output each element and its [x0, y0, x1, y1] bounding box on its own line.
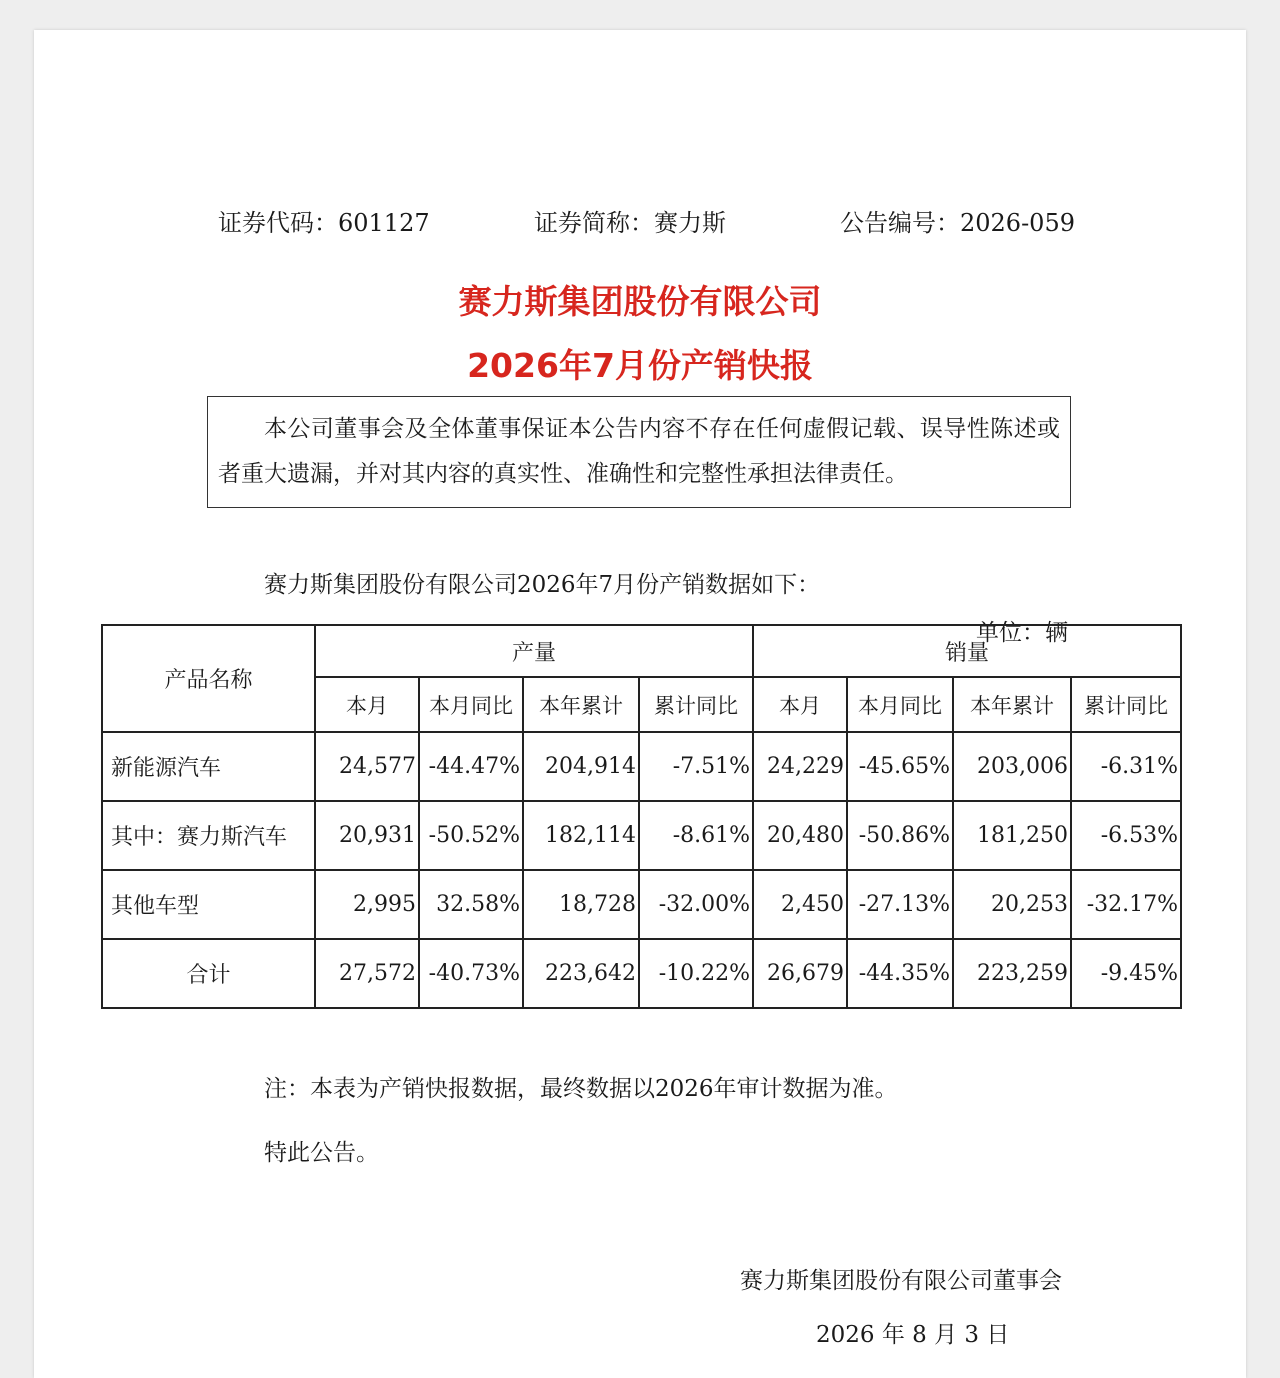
column-header: 本年累计 [523, 677, 639, 732]
table-cell: -6.53% [1071, 801, 1181, 870]
column-header: 本月同比 [847, 677, 953, 732]
report-title: 2026年7月份产销快报 [467, 346, 813, 385]
column-header: 本月 [753, 677, 847, 732]
table-cell: -6.31% [1071, 732, 1181, 801]
table-cell: -40.73% [419, 939, 523, 1008]
signer: 赛力斯集团股份有限公司董事会 [740, 1268, 1062, 1294]
column-header: 本月 [315, 677, 419, 732]
table-cell: -50.86% [847, 801, 953, 870]
table-cell: -44.47% [419, 732, 523, 801]
sales-header: 销量 [753, 625, 1181, 677]
table-cell: -45.65% [847, 732, 953, 801]
security-code: 证券代码：601127 [218, 209, 430, 237]
row-name: 其中：赛力斯汽车 [102, 801, 315, 870]
table-cell: -8.61% [639, 801, 753, 870]
table-row [102, 870, 1181, 939]
company-title: 赛力斯集团股份有限公司 [458, 282, 822, 321]
table-cell: 27,572 [315, 939, 419, 1008]
table-cell: 223,642 [523, 939, 639, 1008]
column-header: 累计同比 [639, 677, 753, 732]
table-cell: 32.58% [419, 870, 523, 939]
column-header: 累计同比 [1071, 677, 1181, 732]
table-cell: 182,114 [523, 801, 639, 870]
table-cell: 2,995 [315, 870, 419, 939]
table-cell: -10.22% [639, 939, 753, 1008]
table-cell: 203,006 [953, 732, 1071, 801]
disclaimer-text: 本公司董事会及全体董事保证本公告内容不存在任何虚假记载、误导性陈述或者重大遗漏，并对其内容的真实性、准确性和完整性承担法律责任。 [218, 416, 1060, 487]
table-cell: -32.00% [639, 870, 753, 939]
closing-text: 特此公告。 [264, 1140, 379, 1166]
row-name: 其他车型 [102, 870, 315, 939]
product-name-header: 产品名称 [102, 625, 315, 732]
table-cell: 18,728 [523, 870, 639, 939]
unit-label: 单位：辆 [976, 620, 1068, 646]
table-cell: 181,250 [953, 801, 1071, 870]
document-page [34, 30, 1246, 1378]
table-cell: 20,253 [953, 870, 1071, 939]
table-cell: -50.52% [419, 801, 523, 870]
announcement-number: 公告编号：2026-059 [840, 209, 1075, 237]
table-row [102, 801, 1181, 870]
table-cell: -32.17% [1071, 870, 1181, 939]
disclaimer-box [207, 396, 1071, 508]
table-cell: 204,914 [523, 732, 639, 801]
table-cell: 24,229 [753, 732, 847, 801]
table-cell: 223,259 [953, 939, 1071, 1008]
intro-text: 赛力斯集团股份有限公司2026年7月份产销数据如下： [264, 572, 821, 598]
column-header: 本月同比 [419, 677, 523, 732]
table-cell: -44.35% [847, 939, 953, 1008]
security-abbreviation: 证券简称：赛力斯 [534, 209, 726, 237]
table-cell: 2,450 [753, 870, 847, 939]
table-row [102, 732, 1181, 801]
production-header: 产量 [315, 625, 753, 677]
table-row-total [102, 939, 1181, 1008]
row-name: 新能源汽车 [102, 732, 315, 801]
footnote: 注：本表为产销快报数据，最终数据以2026年审计数据为准。 [264, 1076, 898, 1102]
table-cell: -27.13% [847, 870, 953, 939]
row-name: 合计 [102, 939, 315, 1008]
table-cell: 20,931 [315, 801, 419, 870]
table-cell: 26,679 [753, 939, 847, 1008]
production-sales-table [101, 624, 1182, 1009]
table-cell: -7.51% [639, 732, 753, 801]
table-cell: 20,480 [753, 801, 847, 870]
table-cell: -9.45% [1071, 939, 1181, 1008]
announcement-date: 2026 年 8 月 3 日 [816, 1322, 1010, 1348]
table-cell: 24,577 [315, 732, 419, 801]
column-header: 本年累计 [953, 677, 1071, 732]
